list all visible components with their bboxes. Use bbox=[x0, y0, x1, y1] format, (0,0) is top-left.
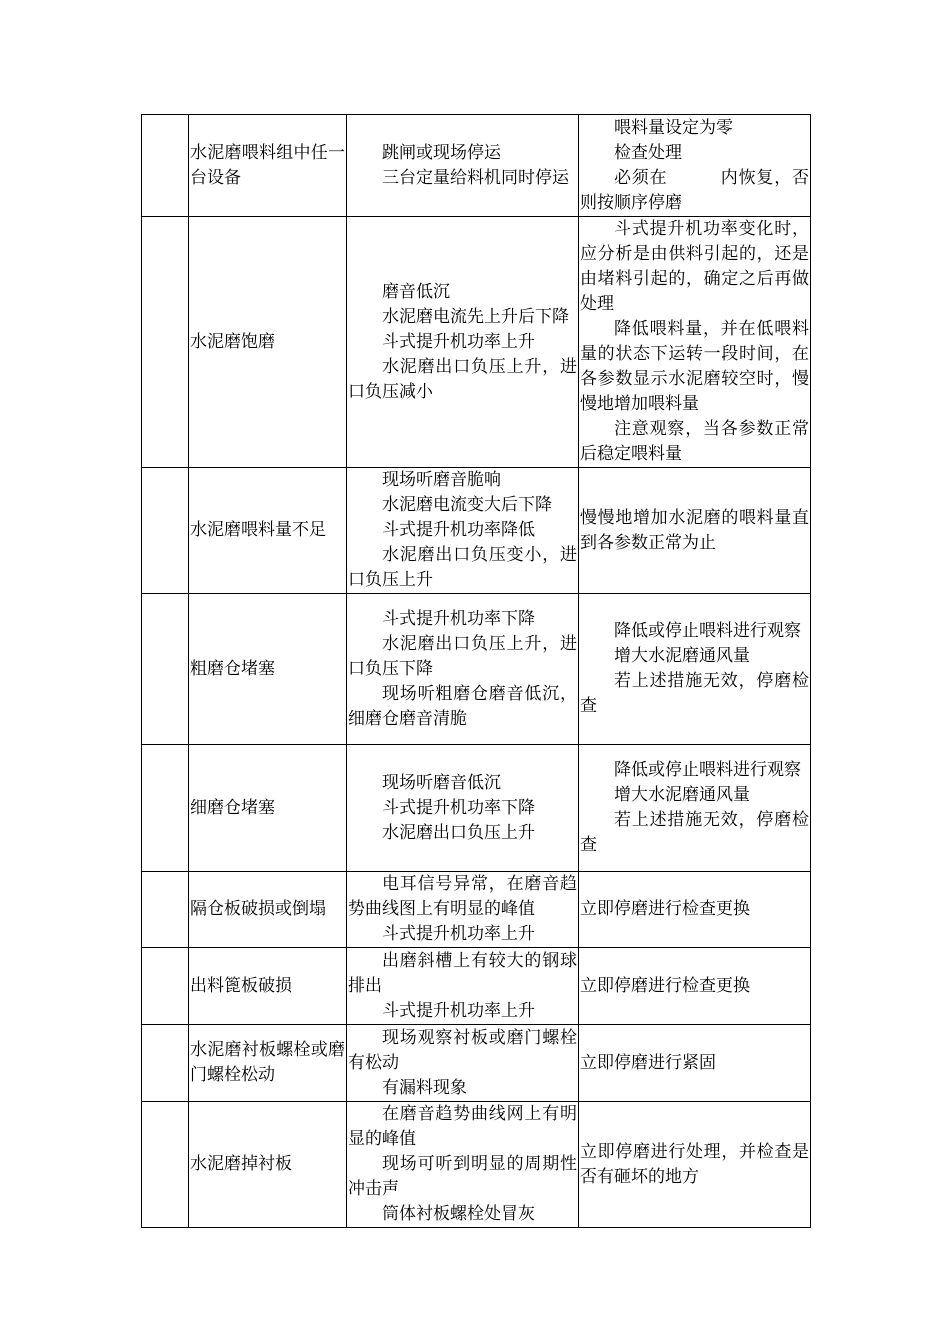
index-cell bbox=[142, 872, 189, 948]
action-item: 增大水泥磨通风量 bbox=[614, 785, 750, 805]
action-item: 立即停磨进行紧固 bbox=[580, 1052, 716, 1073]
index-cell bbox=[142, 594, 189, 745]
action-item: 立即停磨进行处理，并检查是否有砸坏的地方 bbox=[580, 1141, 809, 1187]
symptoms-cell bbox=[347, 948, 579, 1025]
table-row bbox=[142, 745, 811, 872]
index-cell bbox=[142, 745, 189, 872]
symptom-item: 三台定量给料机同时停运 bbox=[382, 167, 569, 188]
actions-cell bbox=[579, 217, 811, 468]
symptom-item: 磨音低沉 bbox=[382, 281, 450, 302]
table-row bbox=[142, 1025, 811, 1102]
index-cell bbox=[142, 1102, 189, 1228]
fault-text: 粗磨仓堵塞 bbox=[190, 658, 275, 679]
symptom-item: 在磨音趋势曲线网上有明显的峰值 bbox=[348, 1104, 577, 1149]
symptom-item: 斗式提升机功率下降 bbox=[382, 797, 535, 818]
symptoms-cell bbox=[347, 745, 579, 872]
fault-text: 水泥磨衬板螺栓或磨门螺栓松动 bbox=[190, 1040, 345, 1085]
symptom-item: 水泥磨出口负压上升，进口负压减小 bbox=[348, 356, 577, 402]
action-item: 必须在 内恢复，否则按顺序停磨 bbox=[580, 167, 809, 213]
symptom-item: 现场观察衬板或磨门螺栓有松动 bbox=[348, 1027, 577, 1073]
symptom-item: 电耳信号异常，在磨音趋势曲线图上有明显的峰值 bbox=[348, 874, 577, 919]
fault-cell bbox=[189, 872, 347, 948]
table-row bbox=[142, 115, 811, 217]
fault-text: 水泥磨喂料量不足 bbox=[190, 520, 326, 540]
table-row bbox=[142, 1102, 811, 1228]
actions-cell bbox=[579, 1102, 811, 1228]
symptom-item: 斗式提升机功率降低 bbox=[382, 520, 535, 540]
actions-cell bbox=[579, 872, 811, 948]
actions-cell bbox=[579, 948, 811, 1025]
table-row bbox=[142, 468, 811, 594]
index-cell bbox=[142, 217, 189, 468]
symptoms-cell bbox=[347, 217, 579, 468]
fault-text: 细磨仓堵塞 bbox=[190, 797, 275, 818]
table-row bbox=[142, 948, 811, 1025]
fault-cell bbox=[189, 1102, 347, 1228]
symptom-item: 现场听磨音脆响 bbox=[382, 470, 501, 490]
action-item: 降低喂料量，并在低喂料量的状态下运转一段时间，在各参数显示水泥磨较空时，慢慢地增加喂料量 bbox=[580, 319, 809, 414]
fault-cell bbox=[189, 745, 347, 872]
action-item: 若上述措施无效，停磨检查 bbox=[580, 671, 809, 716]
table-row bbox=[142, 217, 811, 468]
action-item: 增大水泥磨通风量 bbox=[614, 646, 750, 666]
action-item: 喂料量设定为零 bbox=[614, 117, 733, 138]
symptoms-cell bbox=[347, 115, 579, 217]
symptom-item: 现场听粗磨仓磨音低沉，细磨仓磨音清脆 bbox=[348, 683, 577, 729]
symptom-item: 水泥磨出口负压变小，进口负压上升 bbox=[348, 545, 577, 590]
index-cell bbox=[142, 468, 189, 594]
actions-cell bbox=[579, 115, 811, 217]
actions-cell bbox=[579, 1025, 811, 1102]
index-cell bbox=[142, 1025, 189, 1102]
symptom-item: 出磨斜槽上有较大的钢球排出 bbox=[348, 950, 577, 996]
actions-cell bbox=[579, 594, 811, 745]
fault-text: 出料篦板破损 bbox=[190, 975, 292, 996]
symptom-item: 水泥磨电流先上升后下降 bbox=[382, 306, 569, 327]
fault-cell bbox=[189, 217, 347, 468]
symptom-item: 斗式提升机功率上升 bbox=[382, 1000, 535, 1021]
action-item: 斗式提升机功率变化时，应分析是由供料引起的，还是由堵料引起的，确定之后再做处理 bbox=[580, 219, 809, 314]
action-item: 慢慢地增加水泥磨的喂料量直到各参数正常为止 bbox=[580, 507, 809, 553]
fault-cell bbox=[189, 468, 347, 594]
symptom-item: 现场可听到明显的周期性冲击声 bbox=[348, 1154, 577, 1199]
action-item: 立即停磨进行检查更换 bbox=[580, 899, 750, 919]
action-item: 检查处理 bbox=[614, 142, 682, 163]
symptom-item: 有漏料现象 bbox=[382, 1077, 467, 1098]
actions-cell bbox=[579, 745, 811, 872]
symptoms-cell bbox=[347, 468, 579, 594]
fault-text: 水泥磨掉衬板 bbox=[190, 1154, 292, 1174]
action-item: 降低或停止喂料进行观察 bbox=[614, 760, 801, 780]
index-cell bbox=[142, 948, 189, 1025]
symptoms-cell bbox=[347, 1025, 579, 1102]
table-row bbox=[142, 594, 811, 745]
symptoms-cell bbox=[347, 1102, 579, 1228]
fault-cell bbox=[189, 594, 347, 745]
symptom-item: 水泥磨电流变大后下降 bbox=[382, 495, 552, 515]
index-cell bbox=[142, 115, 189, 217]
symptoms-cell bbox=[347, 594, 579, 745]
action-item: 注意观察，当各参数正常后稳定喂料量 bbox=[580, 419, 809, 464]
action-item: 若上述措施无效，停磨检查 bbox=[580, 810, 809, 855]
fault-table bbox=[141, 114, 811, 1228]
symptom-item: 筒体衬板螺栓处冒灰 bbox=[382, 1204, 535, 1224]
symptom-item: 斗式提升机功率上升 bbox=[382, 924, 535, 944]
fault-cell bbox=[189, 115, 347, 217]
symptom-item: 水泥磨出口负压上升 bbox=[382, 822, 535, 843]
fault-cell bbox=[189, 948, 347, 1025]
action-item: 立即停磨进行检查更换 bbox=[580, 975, 750, 996]
fault-text: 隔仓板破损或倒塌 bbox=[190, 899, 326, 919]
action-item: 降低或停止喂料进行观察 bbox=[614, 621, 801, 641]
symptoms-cell bbox=[347, 872, 579, 948]
fault-cell bbox=[189, 1025, 347, 1102]
symptom-item: 水泥磨出口负压上升，进口负压下降 bbox=[348, 633, 577, 679]
symptom-item: 跳闸或现场停运 bbox=[382, 142, 501, 163]
symptom-item: 斗式提升机功率上升 bbox=[382, 331, 535, 352]
table-row bbox=[142, 872, 811, 948]
fault-text: 水泥磨喂料组中任一台设备 bbox=[190, 142, 345, 188]
symptom-item: 斗式提升机功率下降 bbox=[382, 608, 535, 629]
actions-cell bbox=[579, 468, 811, 594]
symptom-item: 现场听磨音低沉 bbox=[382, 772, 501, 793]
fault-text: 水泥磨饱磨 bbox=[190, 331, 275, 352]
